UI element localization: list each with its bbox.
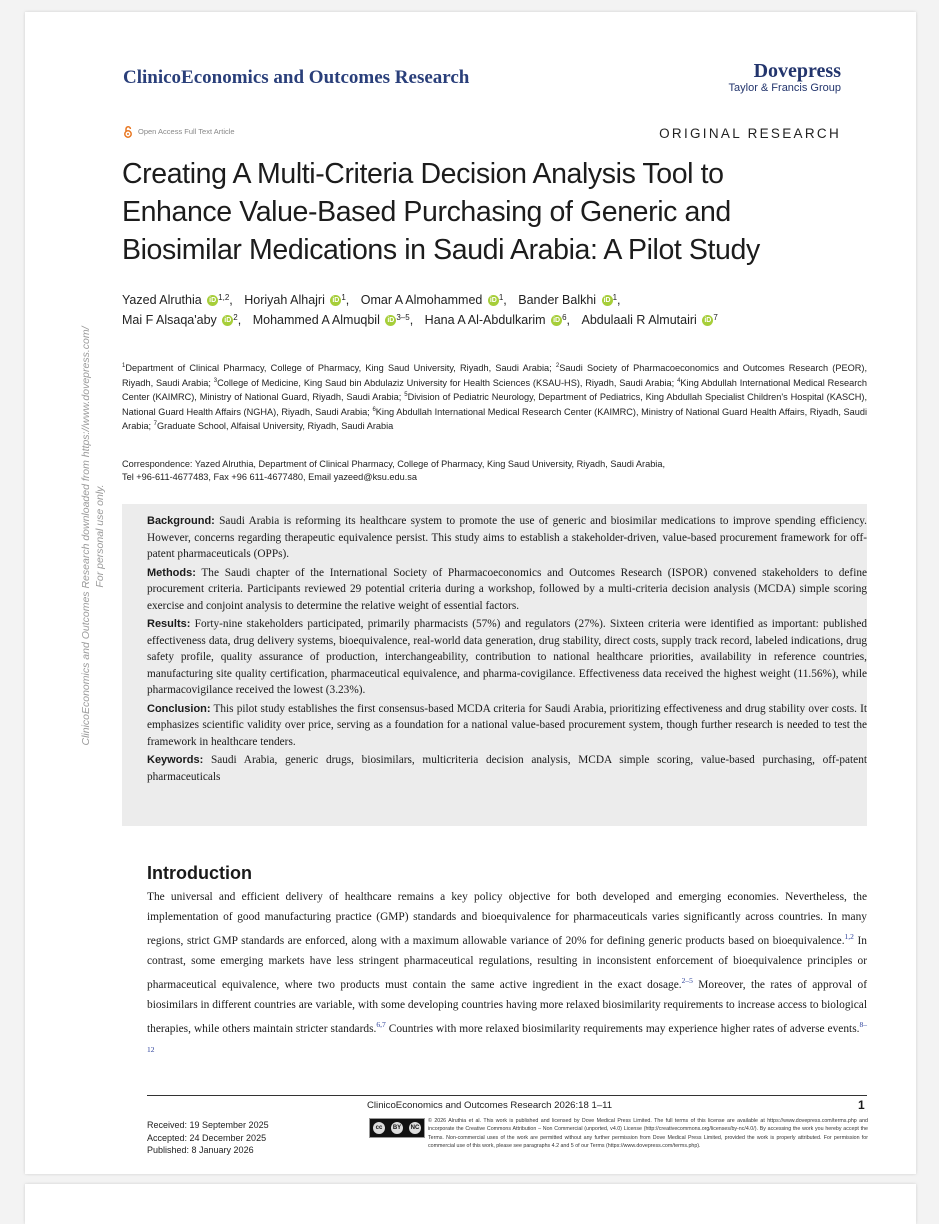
- author: Omar A Almohammed iD $^1$,: [360, 293, 507, 307]
- orcid-icon[interactable]: iD: [332, 297, 340, 305]
- citation-link[interactable]: 2–5: [681, 976, 693, 986]
- license-text: © 2026 Alruthia et al. This work is published and licensed by Dove Medical Press Limited. The full terms of this license are available at https://www.dovepress.com/terms.php and incorporate the Creative Commons Attribution – Non Commercial (unported, v4.0) License (http://creativecommons.org/licenses/by-nc/4.0/). By accessing the work you hereby accept the Terms. Non-commercial uses of the work are permitted without any further permission from Dove Medical Press Limited, provided the work is properly attributed. For permission for commercial use of this work, please see paragraphs 4.2 and 5 of our Terms (https://www.dovepress.com/terms.php).: [428, 1118, 868, 1149]
- correspondence-line: Correspondence: Yazed Alruthia, Department of Clinical Pharmacy, College of Pharmacy, King Saud University, Riyadh, Saudi Arabia,: [122, 459, 666, 469]
- introduction-paragraph: The universal and efficient delivery of healthcare remains a key policy objective for both developed and emerging economies. Nevertheless, the implementation of good manufacturing practice (GMP) standards and bioequivalence for pharmaceuticals varies significantly across countries. In many regions, strict GMP standards are enforced, along with a maximum allowable variance of 20% for defining generic products based on bioequivalence.$^{1,2}$ In contrast, some emerging markets have less stringent pharmaceutical regulations, resulting in inconsistent enforcement of bioequivalence principles or pharmaceutical equivalence, where two products must contain the same active ingredient in the exact dosage.$^{2-5}$ Moreover, the rates of approval of biosimilars in different countries are variable, with some developing countries having more relaxed biosimilarity requirements to increase access to biological therapies, while others maintain stricter standards.$^{6,7}$ Countries with more relaxed biosimilarity requirements may experience higher rates of adverse events.$^{8-12}$: [147, 891, 868, 1054]
- orcid-icon[interactable]: iD: [489, 297, 497, 305]
- correspondence: [122, 458, 867, 483]
- watermark-line: For personal use only.: [94, 484, 106, 588]
- open-access-text: Open Access Full Text Article: [138, 127, 235, 136]
- footer-divider: [147, 1095, 867, 1096]
- cc-license-badge[interactable]: [369, 1118, 425, 1138]
- title-line: Biosimilar Medications in Saudi Arabia: A Pilot Study: [122, 234, 760, 266]
- author-row: [122, 310, 862, 330]
- publisher-name: Dovepress: [753, 60, 841, 82]
- page-number: 1: [858, 1098, 865, 1112]
- received-date: Received: 19 September 2025: [147, 1120, 269, 1130]
- accepted-date: Accepted: 24 December 2025: [147, 1132, 267, 1143]
- citation-link[interactable]: 6,7: [376, 1020, 386, 1030]
- published-date: Published: 8 January 2026: [147, 1145, 254, 1155]
- correspondence-line[interactable]: Tel +96-611-4677483, Fax +96 611-4677480, Email yazeed@ksu.edu.sa: [122, 471, 418, 482]
- footer-citation: ClinicoEconomics and Outcomes Research 2026:18 1–11: [367, 1100, 613, 1111]
- by-icon: BY: [391, 1122, 403, 1134]
- author: Bander Balkhi iD $^1$,: [518, 293, 621, 307]
- orcid-icon[interactable]: iD: [603, 297, 611, 305]
- abstract-conclusion: Conclusion: This pilot study establishes the first consensus-based MCDA criteria for Saudi Arabia, prioritizing effectiveness and drug stability over costs. It emphasizes scientific validity over price, serving as a foundation for a national value-based procurement system, though further research is needed to test the framework in healthcare tenders.: [147, 702, 867, 748]
- publisher-logo[interactable]: [729, 60, 841, 94]
- affiliations: $^1$Department of Clinical Pharmacy, College of Pharmacy, King Saud University, Riyadh, Saudi Arabia; $^2$Saudi Society of Pharmacoeconomics and Outcomes Research (PEOR), Riyadh, Saudi Arabia; $^3$College of Medicine, King Saud bin Abdulaziz University for Health Sciences (KSAU-HS), Riyadh, Saudi Arabia; $^4$King Abdullah International Medical Research Center (KAIMRC), Ministry of National Guard, Riyadh, Saudi Arabia; $^5$Division of Pediatric Neurology, Department of Pediatrics, King Abdullah Specialist Children's Hospital (KASCH), National Guard Health Affairs (NGHA), Riyadh, Saudi Arabia; $^6$King Abdullah International Medical Research Center (KAIMRC), Ministry of National Guard Health Affairs, Riyadh, Saudi Arabia; $^7$Graduate School, Alfaisal University, Riyadh, Saudi Arabia: [122, 363, 868, 432]
- abstract-keywords: Keywords: Saudi Arabia, generic drugs, biosimilars, multicriteria decision analysis, MCDA simple scoring, value-based purchasing, off-patent pharmaceuticals: [147, 754, 867, 783]
- abstract-background: Background: Saudi Arabia is reforming its healthcare system to promote the use of generic and biosimilar medications to improve spending efficiency. However, concerns regarding therapeutic equivalence persist. This study aims to establish a stakeholder-driven, value-based procurement framework for off-patent pharmaceuticals (OPPs).: [147, 515, 867, 560]
- title-line: Creating A Multi-Criteria Decision Analysis Tool to: [122, 158, 724, 190]
- author: Abdulaali R Almutairi iD $^7$: [581, 313, 718, 327]
- orcid-icon[interactable]: iD: [209, 297, 217, 305]
- publisher-group: Taylor & Francis Group: [728, 82, 841, 94]
- author: Horiyah Alhajri iD $^1$,: [244, 293, 350, 307]
- author: Mohammed A Almuqbil iD $^{3-5}$,: [252, 313, 414, 327]
- orcid-icon[interactable]: iD: [224, 317, 232, 325]
- title-line: Enhance Value-Based Purchasing of Generic and: [122, 196, 731, 228]
- section-heading: Introduction: [147, 863, 252, 883]
- author-row: [122, 290, 862, 310]
- cc-icon: cc: [373, 1122, 385, 1134]
- orcid-icon[interactable]: iD: [704, 317, 712, 325]
- open-access-icon: [123, 125, 133, 138]
- author: Hana A Al-Abdulkarim iD $^6$,: [424, 313, 570, 327]
- abstract: [147, 513, 867, 787]
- abstract-methods: Methods: The Saudi chapter of the International Society of Pharmacoeconomics and Outcomes Research (ISPOR) convened stakeholders to define procurement criteria. Participants reviewed 29 potential criteria during a workshop, followed by a multi-criteria decision analysis (MCDA) simple scoring exercise and conjoint analysis to determine the relative weight of essential factors.: [147, 566, 867, 612]
- abstract-results: Results: Forty-nine stakeholders participated, primarily pharmacists (57%) and regulators (27%). Sixteen criteria were identified as important: published effectiveness data, drug delivery systems, bioequivalence, real-world data generation, drug stability, direct costs, supply track record, labeled indications, drug safety profile, quality assurance of production, interchangeability, contribution to national healthcare priorities, availability in reference countries, manufacturing site quality certification, pharmaceutical equivalence, and pharma-covigilance. Effectiveness data received the highest weight (11.56%), while pharmacovigilance received the lowest (3.23%).: [147, 618, 867, 696]
- citation-link[interactable]: 8–12: [147, 1020, 867, 1054]
- journal-name[interactable]: ClinicoEconomics and Outcomes Research: [123, 67, 470, 88]
- next-page-edge: [25, 1184, 916, 1224]
- orcid-icon[interactable]: iD: [553, 317, 561, 325]
- author: Yazed Alruthia iD $^{1,2}$,: [122, 293, 233, 307]
- watermark-line: ClinicoEconomics and Outcomes Research downloaded from https://www.dovepress.com/: [80, 326, 92, 746]
- article-dates: [147, 1119, 269, 1157]
- article-type: ORIGINAL RESEARCH: [659, 126, 841, 141]
- orcid-icon[interactable]: iD: [387, 317, 395, 325]
- article-title: [122, 155, 862, 269]
- open-access-label: [123, 125, 235, 138]
- download-watermark: [79, 296, 107, 776]
- nc-icon: NC: [409, 1122, 421, 1134]
- citation-link[interactable]: 1,2: [844, 932, 854, 942]
- article-page: [25, 12, 916, 1174]
- author: Mai F Alsaqa'aby iD $^2$,: [122, 313, 242, 327]
- author-list: [122, 290, 862, 330]
